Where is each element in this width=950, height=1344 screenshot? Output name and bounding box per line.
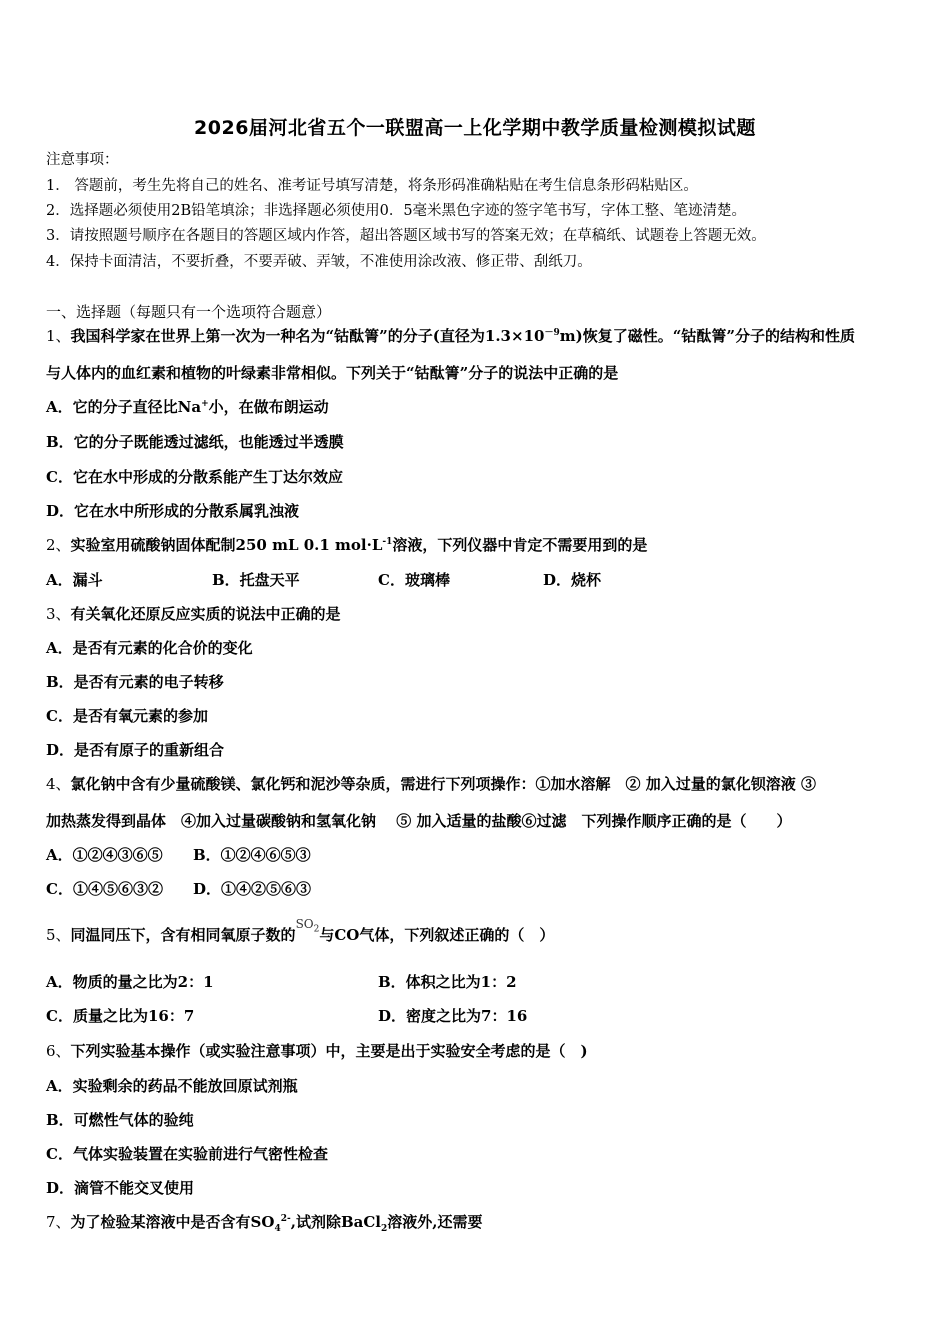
q3-option-a: A．是否有元素的化合价的变化 bbox=[46, 639, 253, 657]
q6-option-d: D．滴管不能交叉使用 bbox=[46, 1179, 195, 1197]
notice-item-4: 4．保持卡面清洁，不要折叠，不要弄破、弄皱，不准使用涂改液、修正带、刮纸刀。 bbox=[46, 254, 592, 270]
q2-text-a: 实验室用硫酸钠固体配制250 mL 0.1 mol·L bbox=[70, 536, 383, 554]
q5-option-b: B．体积之比为1：2 bbox=[378, 973, 517, 991]
q3-text: 有关氧化还原反应实质的说法中正确的是 bbox=[70, 605, 341, 623]
q2-superscript: -1 bbox=[382, 537, 393, 547]
q2-option-d: D．烧杯 bbox=[543, 571, 602, 589]
q6-option-b: B．可燃性气体的验纯 bbox=[46, 1111, 194, 1129]
q1-option-d: D．它在水中所形成的分散系属乳浊液 bbox=[46, 502, 300, 520]
q4-option-b: B．①②④⑥⑤③ bbox=[193, 846, 311, 864]
q1-option-a bbox=[46, 397, 329, 417]
question-4-stem-line2: 加热蒸发得到晶体 ④加入过量碳酸钠和氢氧化钠 ⑤ 加入适量的盐酸⑥过滤 下列操作顺序正确的是（ ） bbox=[46, 812, 792, 830]
q1-option-b: B．它的分子既能透过滤纸，也能透过半透膜 bbox=[46, 433, 344, 451]
question-number: 5、 bbox=[46, 926, 71, 944]
q1-option-a-text: A．它的分子直径比Na bbox=[46, 398, 202, 416]
question-6-stem bbox=[46, 1041, 588, 1061]
q1-option-a-sup: + bbox=[201, 399, 209, 409]
question-7-stem bbox=[46, 1212, 482, 1232]
page-title: 2026届河北省五个一联盟高一上化学期中教学质量检测模拟试题 bbox=[194, 117, 756, 139]
q2-text-b: 溶液，下列仪器中肯定不需要用到的是 bbox=[392, 536, 648, 554]
question-number: 2、 bbox=[46, 536, 71, 554]
q7-text-b: ,试剂除BaCl bbox=[290, 1213, 381, 1231]
q7-text-a: 为了检验某溶液中是否含有SO bbox=[70, 1213, 275, 1231]
q1-text-b: m)恢复了磁性。“钴酞箐”分子的结构和性质 bbox=[559, 327, 855, 345]
notice-item-2: 2．选择题必须使用2B铅笔填涂；非选择题必须使用0．5毫米黑色字迹的签字笔书写，字体工整、笔迹清楚。 bbox=[46, 203, 747, 219]
q3-option-c: C．是否有氧元素的参加 bbox=[46, 707, 208, 725]
notice-item-1: 1． 答题前，考生先将自己的姓名、准考证号填写清楚，将条形码准确粘贴在考生信息条形码粘贴区。 bbox=[46, 178, 698, 194]
q4-option-d: D．①④②⑤⑥③ bbox=[193, 880, 312, 898]
q7-subscript-2: 2 bbox=[380, 1224, 388, 1234]
question-4-stem bbox=[46, 774, 816, 794]
q6-option-c: C．气体实验装置在实验前进行气密性检查 bbox=[46, 1145, 328, 1163]
question-number: 1、 bbox=[46, 327, 71, 345]
q7-text-c: 溶液外,还需要 bbox=[387, 1213, 483, 1231]
so2-subscript: 2 bbox=[313, 924, 320, 935]
q5-option-a: A．物质的量之比为2：1 bbox=[46, 973, 214, 991]
q1-option-c: C．它在水中形成的分散系能产生丁达尔效应 bbox=[46, 468, 343, 486]
q6-option-a: A．实验剩余的药品不能放回原试剂瓶 bbox=[46, 1077, 298, 1095]
q7-subscript: 4 bbox=[274, 1224, 281, 1234]
q5-text-a: 同温同压下，含有相同氧原子数的 bbox=[70, 926, 296, 944]
q2-option-c: C．玻璃棒 bbox=[378, 571, 450, 589]
question-1-stem bbox=[46, 326, 855, 346]
notice-heading: 注意事项： bbox=[46, 152, 119, 168]
q7-superscript: 2- bbox=[280, 1214, 291, 1224]
q3-option-b: B．是否有元素的电子转移 bbox=[46, 673, 224, 691]
question-number: 3、 bbox=[46, 605, 71, 623]
q1-superscript: －9 bbox=[544, 328, 560, 338]
question-number: 7、 bbox=[46, 1213, 71, 1231]
q2-option-b: B．托盘天平 bbox=[212, 571, 300, 589]
q1-option-a-text-b: 小，在做布朗运动 bbox=[208, 398, 329, 416]
q1-text-a: 我国科学家在世界上第一次为一种名为“钴酞箐”的分子(直径为1.3×10 bbox=[70, 327, 545, 345]
q2-option-a: A．漏斗 bbox=[46, 571, 103, 589]
q5-option-d: D．密度之比为7：16 bbox=[378, 1007, 528, 1025]
question-5-stem bbox=[46, 917, 555, 946]
question-number: 4、 bbox=[46, 775, 71, 793]
question-1-stem-line2: 与人体内的血红素和植物的叶绿素非常相似。下列关于“钴酞箐”分子的说法中正确的是 bbox=[46, 364, 619, 382]
q5-text-b: 与CO气体，下列叙述正确的（ ） bbox=[319, 926, 555, 944]
question-number: 6、 bbox=[46, 1042, 71, 1060]
notice-item-3: 3．请按照题号顺序在各题目的答题区域内作答，超出答题区域书写的答案无效；在草稿纸、试题卷上答题无效。 bbox=[46, 228, 766, 244]
q6-text: 下列实验基本操作（或实验注意事项）中，主要是出于实验安全考虑的是（ ) bbox=[70, 1042, 588, 1060]
q4-option-a: A．①②④③⑥⑤ bbox=[46, 846, 163, 864]
q3-option-d: D．是否有原子的重新组合 bbox=[46, 741, 225, 759]
question-2-stem bbox=[46, 535, 647, 555]
q5-option-c: C．质量之比为16：7 bbox=[46, 1007, 195, 1025]
q4-text: 氯化钠中含有少量硫酸镁、氯化钙和泥沙等杂质，需进行下列项操作：①加水溶解 ② 加入过量的氯化钡溶液 ③ bbox=[70, 775, 816, 793]
section-heading: 一、选择题（每题只有一个选项符合题意） bbox=[46, 303, 332, 321]
so2-symbol: SO bbox=[295, 917, 314, 931]
q4-option-c: C．①④⑤⑥③② bbox=[46, 880, 163, 898]
question-3-stem bbox=[46, 604, 341, 624]
so2-formula bbox=[295, 917, 320, 935]
